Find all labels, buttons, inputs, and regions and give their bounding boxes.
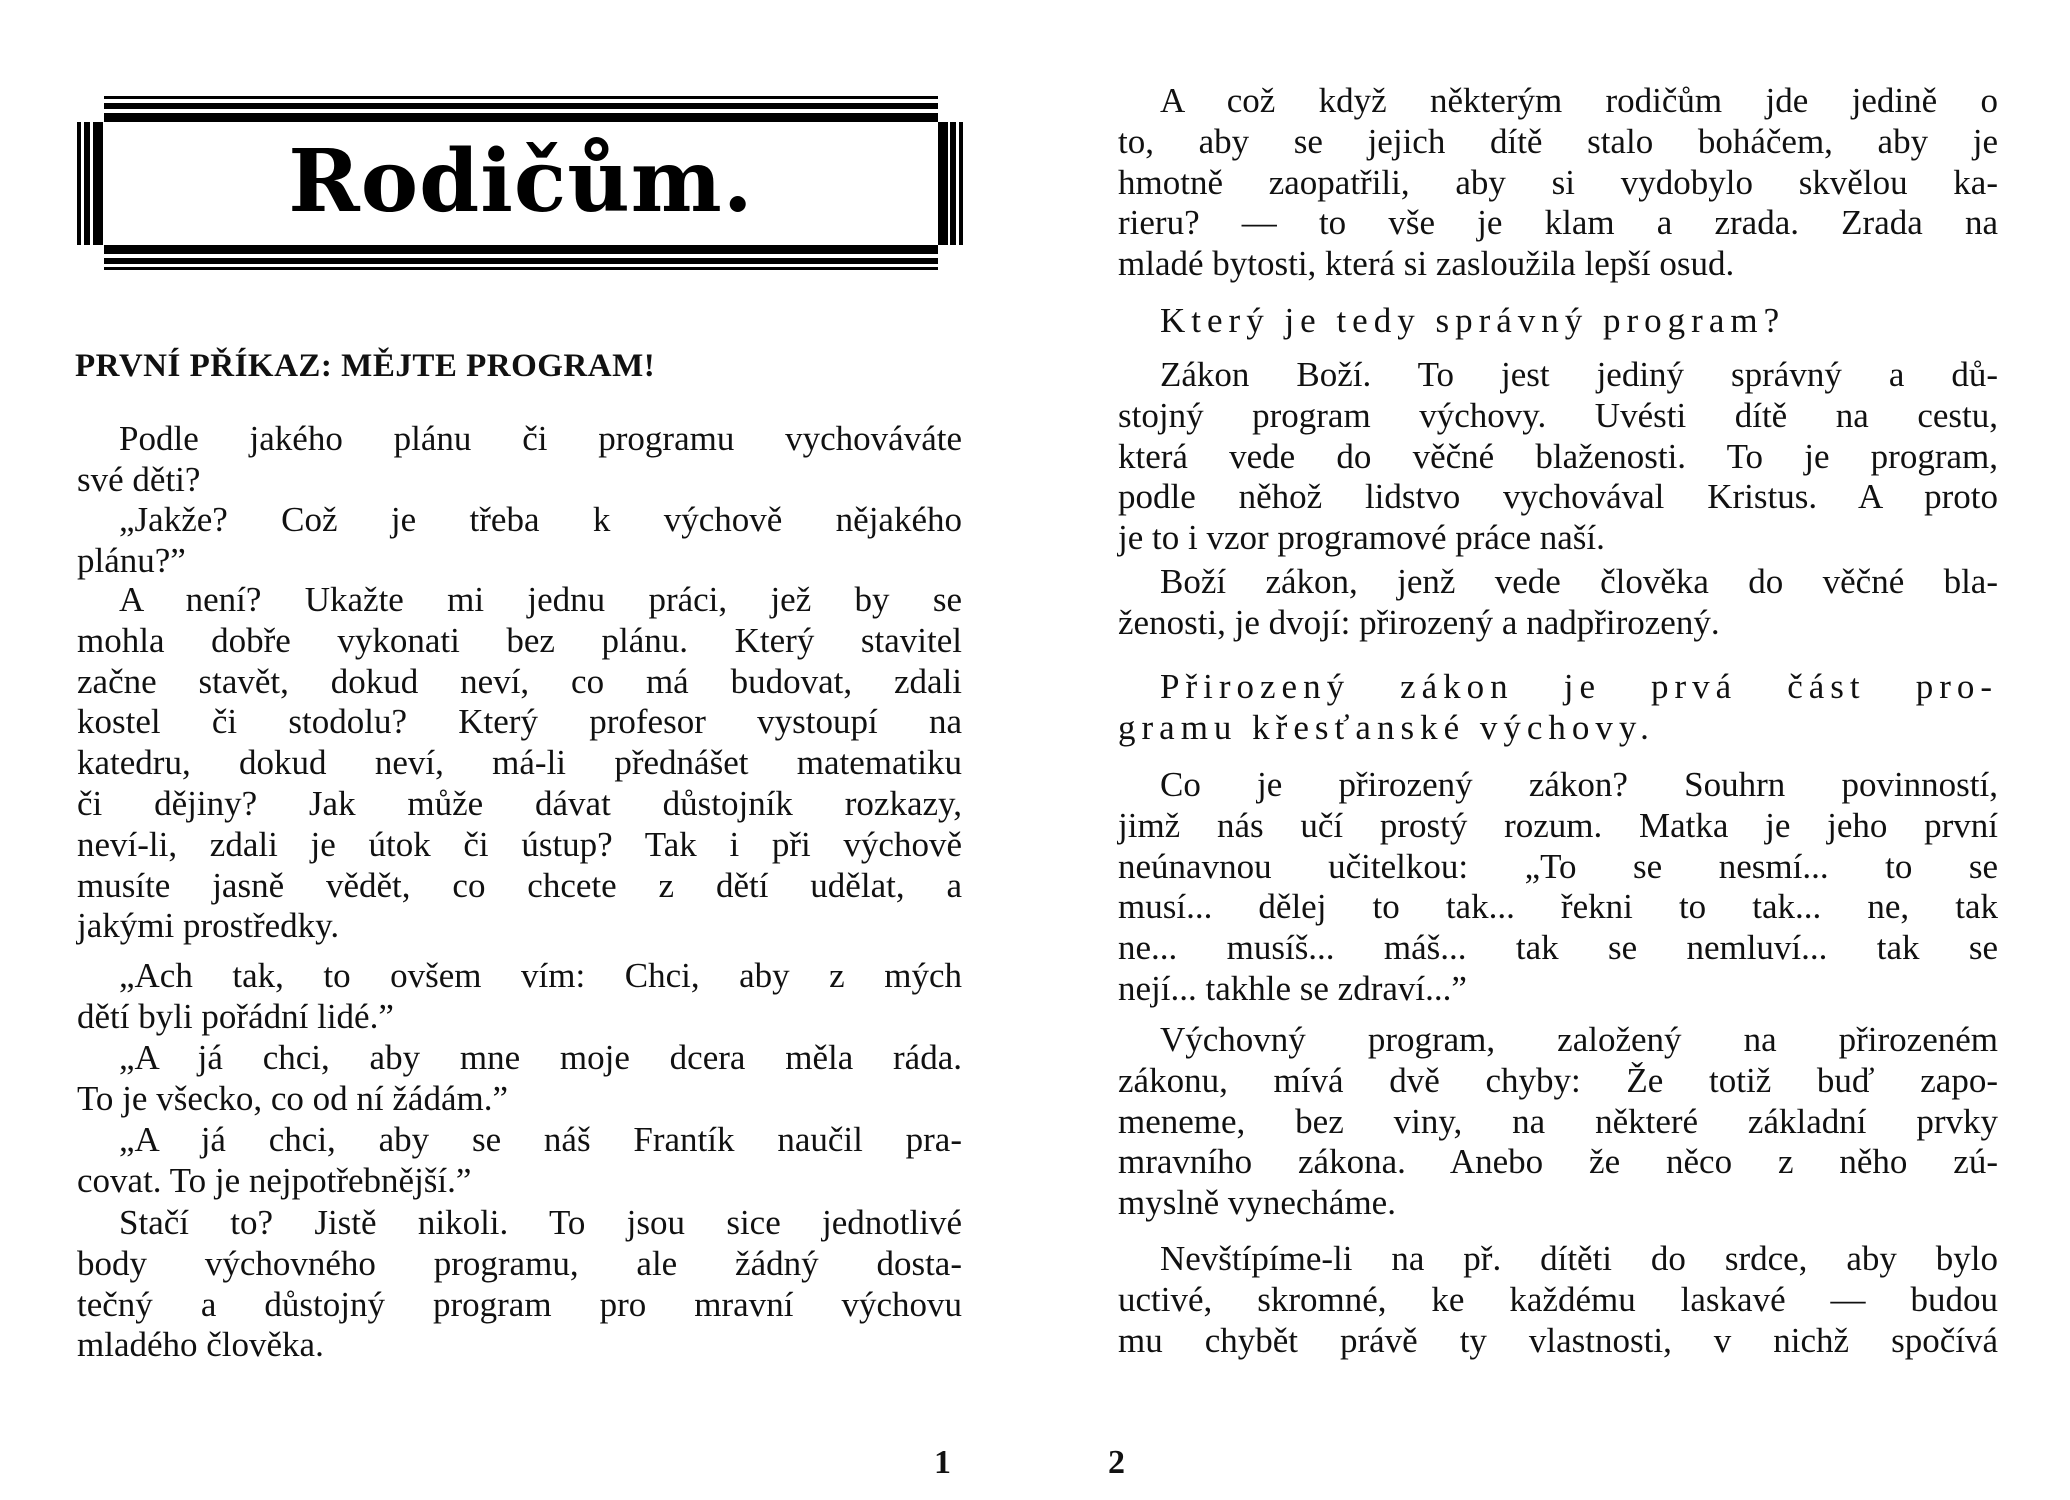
text-line: rieru? — to vše je klam a zrada. Zrada na [1118, 203, 1998, 243]
text-line: Přirozený zákon je prvá část pro- [1160, 667, 1998, 706]
text-line: „A já chci, aby se náš Frantík naučil pra- [119, 1120, 962, 1159]
title-bottom-rule-thin [104, 267, 938, 270]
text-line: musí... dělej to tak... řekni to tak... ne, tak [1118, 887, 1998, 927]
section-heading: PRVNÍ PŘÍKAZ: MĚJTE PROGRAM! [75, 348, 656, 384]
paragraph [1118, 1020, 1998, 1224]
page-title: Rodičům. [288, 131, 754, 232]
title-bottom-rule-thick [104, 245, 938, 254]
text-line: jimž nás učí prostý rozum. Matka je jeho první [1118, 805, 1998, 845]
text-line: plánu?” [77, 540, 186, 580]
text-line: Stačí to? Jistě nikoli. To jsou sice jednotlivé [119, 1203, 962, 1242]
text-line: katedru, dokud neví, má-li přednášet matematiku [77, 743, 962, 783]
text-line: ženosti, je dvojí: přirozený a nadpřirozený. [1118, 602, 1720, 642]
right-page [1035, 0, 2070, 1500]
text-line: body výchovného programu, ale žádný dosta- [77, 1243, 962, 1283]
title-top-rule-mid [104, 103, 938, 109]
text-line: myslně vynecháme. [1118, 1183, 1396, 1223]
text-line: začne stavět, dokud neví, co má budovat, zdali [77, 661, 962, 701]
text-line: gramu křesťanské výchovy. [1118, 707, 1655, 747]
paragraph [77, 419, 962, 501]
paragraph [1118, 1239, 1998, 1361]
text-line: neúnavnou učitelkou: „To se nesmí... to se [1118, 846, 1998, 886]
text-line: A což když některým rodičům jde jedině o [1160, 81, 1998, 120]
page-number: 2 [1108, 1444, 1125, 1481]
title-top-rule-thick [104, 113, 938, 122]
paragraph [77, 1120, 962, 1202]
text-line: ne... musíš... máš... tak se nemluví... tak se [1118, 928, 1998, 968]
text-line: Podle jakého plánu či programu vychováváte [119, 419, 962, 458]
text-line: meneme, bez viny, na některé základní prvky [1118, 1101, 1998, 1141]
paragraph [1118, 765, 1998, 1010]
text-line: tečný a důstojný program pro mravní výchovu [77, 1284, 962, 1324]
paragraph [77, 956, 962, 1038]
text-line: uctivé, skromné, ke každému laskavé — budou [1118, 1279, 1998, 1319]
title-left-bar-mid [84, 122, 90, 245]
text-line: mohla dobře vykonati bez plánu. Který stavitel [77, 620, 962, 660]
text-line: mu chybět právě ty vlastnosti, v nichž spočívá [1118, 1320, 1998, 1360]
title-top-rule-thin [104, 96, 938, 99]
text-line: podle něhož lidstvo vychovával Kristus. A proto [1118, 477, 1998, 517]
text-line: Výchovný program, založený na přirozeném [1160, 1020, 1998, 1059]
text-line: Boží zákon, jenž vede člověka do věčné bla- [1160, 562, 1998, 601]
title-left-bar-thin [77, 122, 81, 245]
text-line: mladé bytosti, která si zasloužila lepší osud. [1118, 244, 1735, 284]
text-line: mravního zákona. Anebo že něco z něho zú- [1118, 1142, 1998, 1182]
text-line: To je všecko, co od ní žádám.” [77, 1078, 509, 1118]
text-line: hmotně zaopatřili, aby si vydobylo skvělou ka- [1118, 162, 1998, 202]
text-line: covat. To je nejpotřebnější.” [77, 1160, 472, 1200]
paragraph [77, 500, 962, 582]
text-line: nejí... takhle se zdraví...” [1118, 968, 1467, 1008]
text-line: stojný program výchovy. Uvésti dítě na cestu, [1118, 395, 1998, 435]
text-line: své děti? [77, 459, 201, 499]
text-line: je to i vzor programové práce naší. [1118, 518, 1605, 558]
text-line: „Ach tak, to ovšem vím: Chci, aby z mých [119, 956, 962, 995]
title-right-bar-thin [959, 122, 963, 245]
text-line: mladého člověka. [77, 1325, 324, 1365]
title-bottom-rule-mid [104, 258, 938, 264]
paragraph [1118, 562, 1998, 644]
text-line: Nevštípíme-li na př. dítěti do srdce, aby bylo [1160, 1239, 1998, 1278]
text-line: neví-li, zdali je útok či ústup? Tak i při výchově [77, 824, 962, 864]
text-line: Zákon Boží. To jest jediný správný a dů- [1160, 355, 1998, 394]
text-line: dětí byli pořádní lidé.” [77, 996, 394, 1036]
subheading [1118, 301, 1998, 342]
paragraph [1118, 355, 1998, 559]
paragraph [77, 1203, 962, 1366]
paragraph [77, 1038, 962, 1120]
paragraph [1118, 81, 1998, 285]
page-number: 1 [934, 1444, 951, 1481]
text-line: jakými prostředky. [77, 906, 340, 946]
title-right-bar-thick [938, 122, 948, 245]
text-line: A není? Ukažte mi jednu práci, jež by se [119, 580, 962, 619]
text-line: to, aby se jejich dítě stalo boháčem, aby je [1118, 121, 1998, 161]
text-line: Který je tedy správný program? [1160, 301, 1786, 340]
subheading [1118, 667, 1998, 749]
text-line: „A já chci, aby mne moje dcera měla ráda. [119, 1038, 962, 1077]
title-right-bar-mid [950, 122, 956, 245]
title-left-bar-thick [93, 122, 103, 245]
text-line: musíte jasně vědět, co chcete z dětí udělat, a [77, 865, 962, 905]
text-line: či dějiny? Jak může dávat důstojník rozkazy, [77, 783, 962, 823]
text-line: kostel či stodolu? Který profesor vystoupí na [77, 702, 962, 742]
text-line: která vede do věčné blaženosti. To je program, [1118, 436, 1998, 476]
text-line: Co je přirozený zákon? Souhrn povinností, [1160, 765, 1998, 804]
text-line: „Jakže? Což je třeba k výchově nějakého [119, 500, 962, 539]
paragraph [77, 580, 962, 947]
text-line: zákonu, mívá dvě chyby: Že totiž buď zapo- [1118, 1060, 1998, 1100]
